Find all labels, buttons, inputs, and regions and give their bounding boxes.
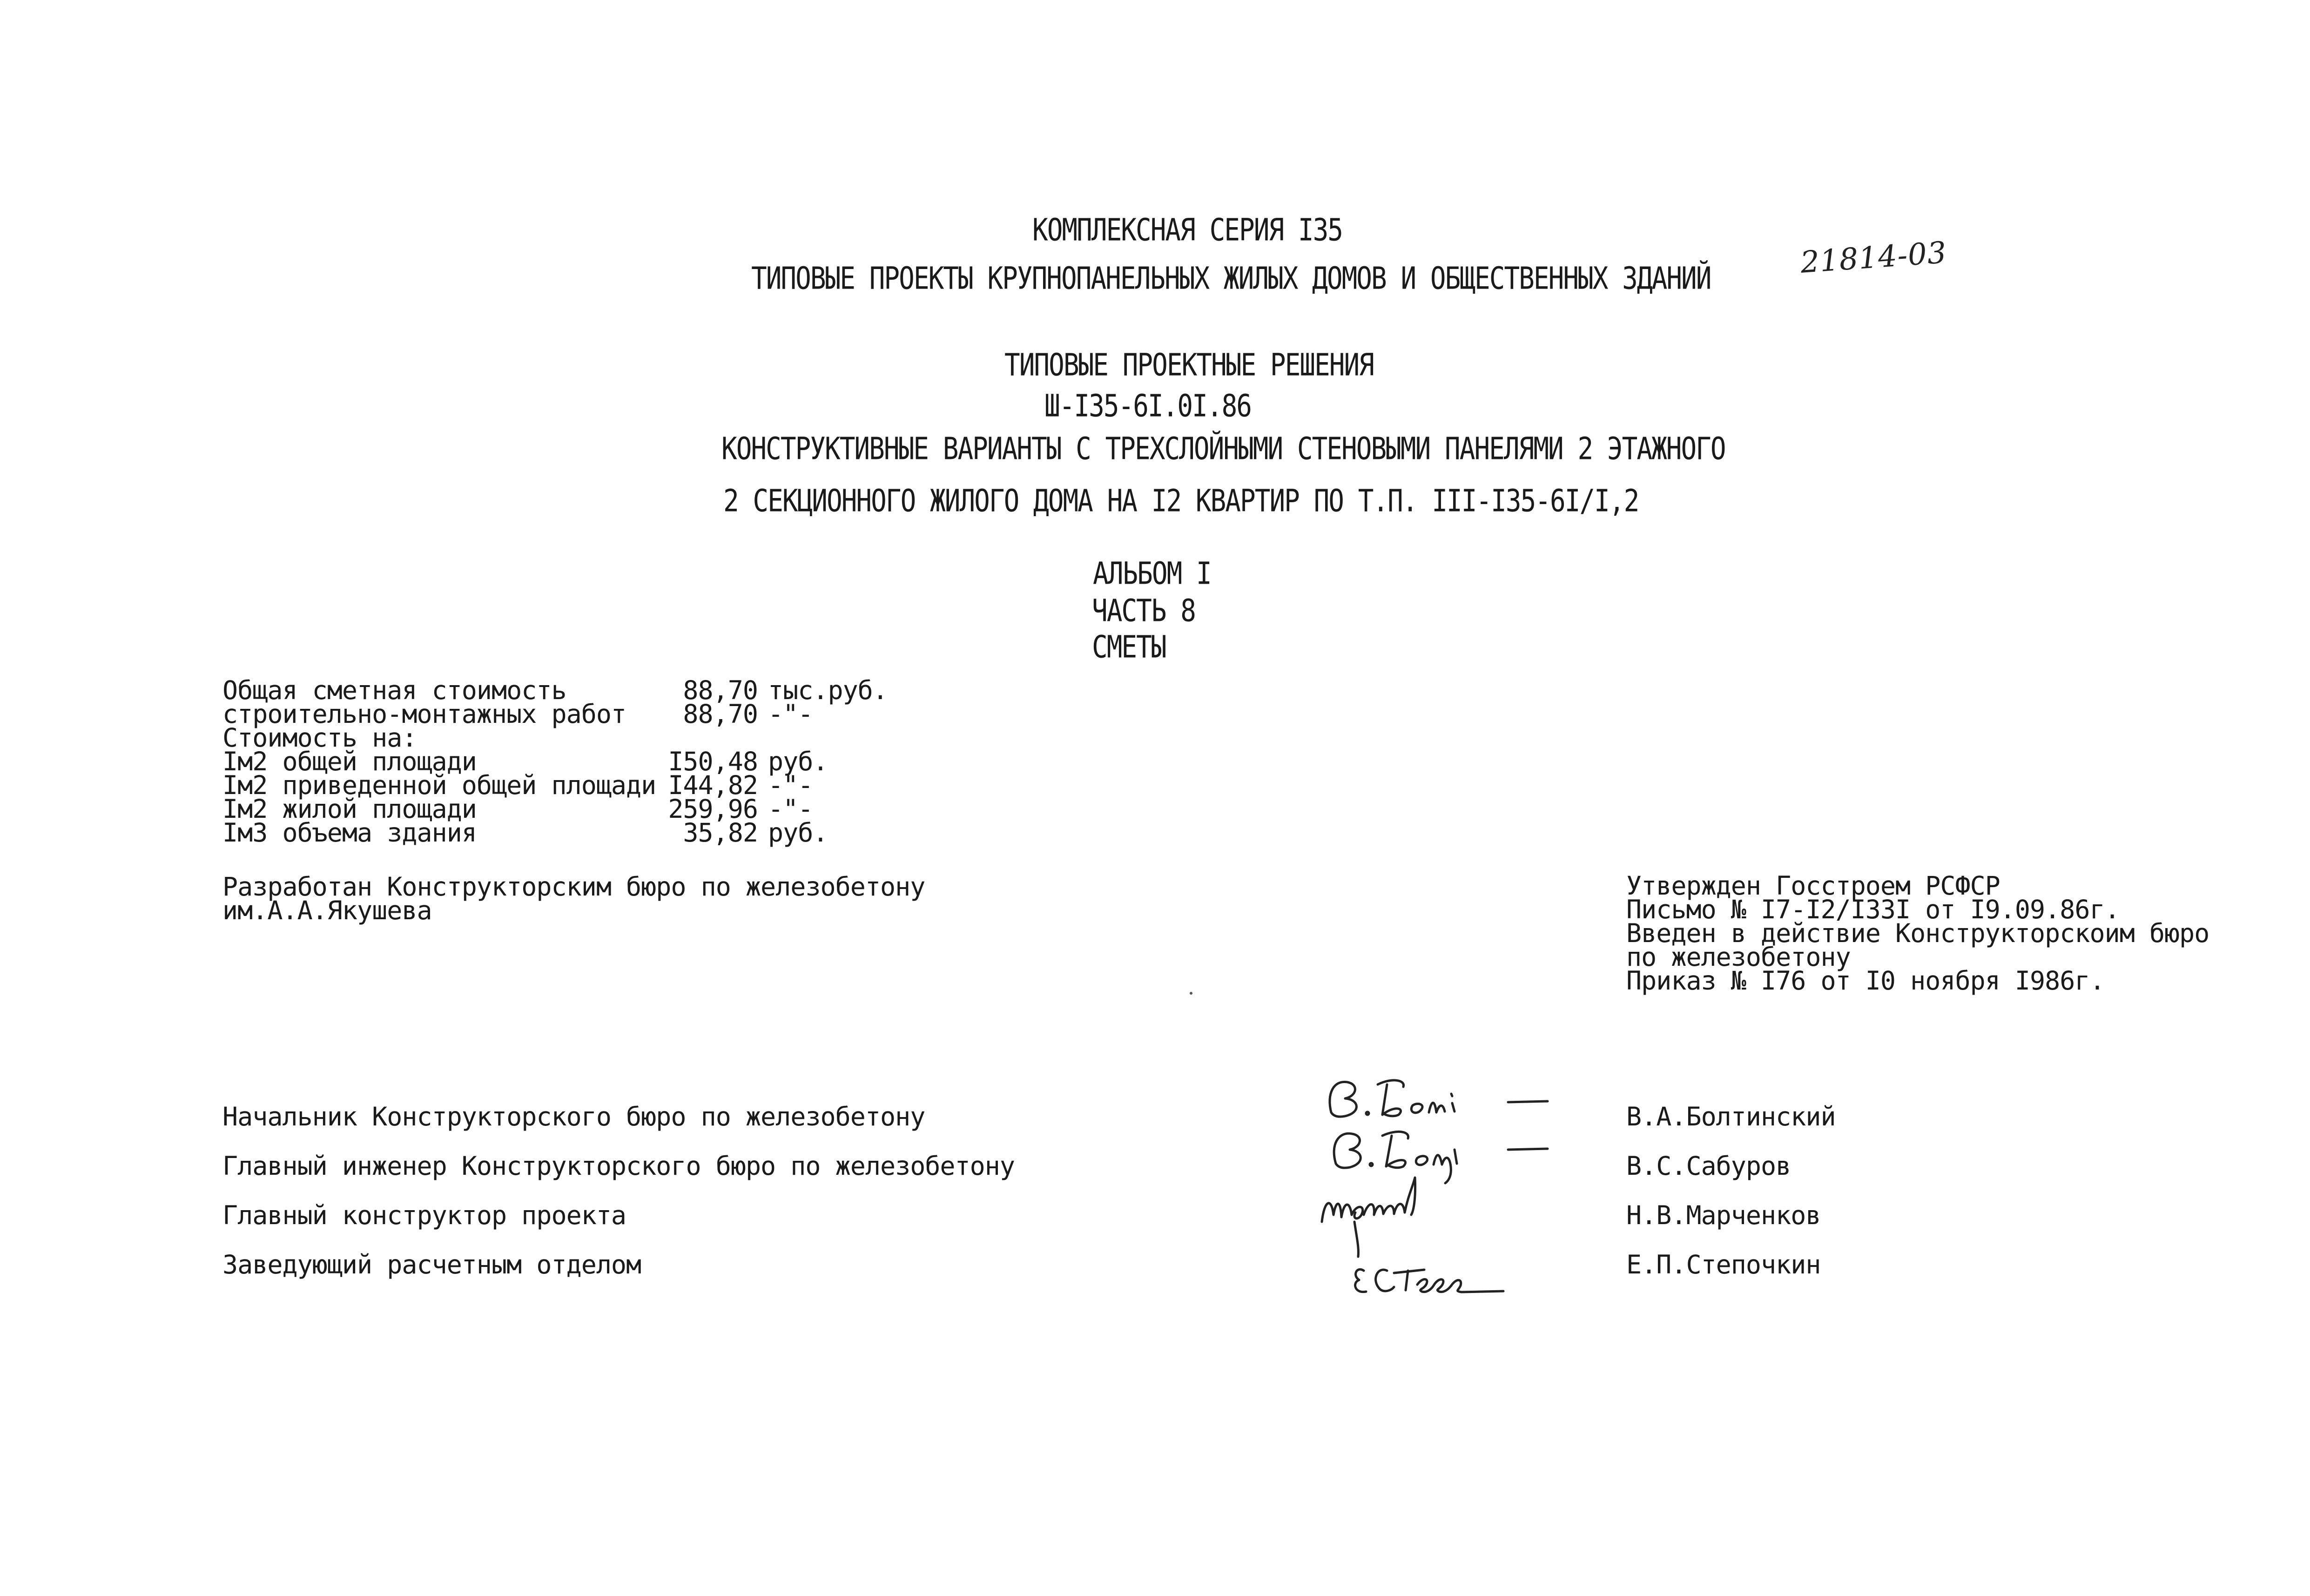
approval-line: Введен в действие Конструкторскоим бюро [1626,918,2209,948]
signatory-position: Заведующий расчетным отделом [222,1250,641,1279]
developer-line: им.А.А.Якушева [222,896,432,925]
cost-table [222,675,888,848]
cost-label: Iм2 общей площади [222,747,477,776]
signatures-image [1313,1061,1573,1303]
cost-unit: -"- [768,794,813,824]
signature-1 [1330,1080,1548,1117]
series-title: КОМПЛЕКСНАЯ СЕРИЯ I35 [1032,212,1343,248]
signature-2 [1334,1131,1548,1183]
archive-number: 21814-03 [1799,236,1948,280]
cost-unit: руб. [768,747,828,776]
approval-line: Приказ № I76 от I0 ноября I986г. [1626,966,2105,996]
signatory-name: Е.П.Степочкин [1626,1250,1821,1279]
cost-value: 35,82 [683,818,758,848]
cost-label: Стоимость на: [222,723,417,753]
cost-value: 88,70 [683,699,758,729]
cost-label: Iм2 приведенной общей площади [222,770,656,800]
approval-line: по железобетону [1626,942,1851,972]
approval-line: Утвержден Госстроем РСФСР [1626,871,2000,901]
decisions-title: ТИПОВЫЕ ПРОЕКТНЫЕ РЕШЕНИЯ [1004,347,1374,383]
cost-value: 259,96 [668,794,758,824]
cost-unit: руб. [768,818,828,848]
signatory-position: Главный конструктор проекта [222,1200,626,1230]
signatory-position: Главный инженер Конструкторского бюро по железобетону [222,1151,1015,1181]
project-title-line2: 2 СЕКЦИОННОГО ЖИЛОГО ДОМА НА I2 КВАРТИР ПО Т.П. III-I35-6I/I,2 [723,483,1639,519]
signatory-name: В.С.Сабуров [1626,1151,1791,1181]
cost-label: строительно-монтажных работ [222,699,626,729]
cost-label: Общая сметная стоимость [222,675,566,705]
album-label: АЛЬБОМ I [1093,556,1211,592]
signatory-name: Н.В.Марченков [1626,1200,1821,1230]
cost-label: Iм3 объема здания [222,818,477,848]
part-label: ЧАСТЬ 8 [1092,593,1196,629]
signatory-position: Начальник Конструкторского бюро по железобетону [222,1102,925,1131]
signature-4 [1355,1269,1503,1292]
cost-value: 88,70 [683,675,758,705]
cost-value: I50,48 [668,747,758,776]
signatory-name: В.А.Болтинский [1626,1102,1836,1131]
cost-unit: тыс.руб. [768,675,888,705]
cost-unit: -"- [768,699,813,729]
cost-value: I44,82 [668,770,758,800]
developer-block [222,872,925,925]
section-label: СМЕТЫ [1092,629,1166,665]
table-row [222,821,888,845]
developer-line: Разработан Конструкторским бюро по железобетону [222,872,925,902]
series-subtitle: ТИПОВЫЕ ПРОЕКТЫ КРУПНОПАНЕЛЬНЫХ ЖИЛЫХ ДОМОВ И ОБЩЕСТВЕННЫХ ЗДАНИЙ [751,261,1711,296]
signature-3 [1322,1178,1415,1257]
project-code: Ш-I35-6I.0I.86 [1044,388,1252,424]
cost-unit: -"- [768,770,813,800]
approval-line: Письмо № I7-I2/I33I от I9.09.86г. [1626,895,2120,924]
project-title-line1: КОНСТРУКТИВНЫЕ ВАРИАНТЫ С ТРЕХСЛОЙНЫМИ СТЕНОВЫМИ ПАНЕЛЯМИ 2 ЭТАЖНОГО [721,431,1725,467]
cost-label: Iм2 жилой площади [222,794,477,824]
scan-speck [1190,992,1192,995]
approval-block [1626,871,2209,996]
